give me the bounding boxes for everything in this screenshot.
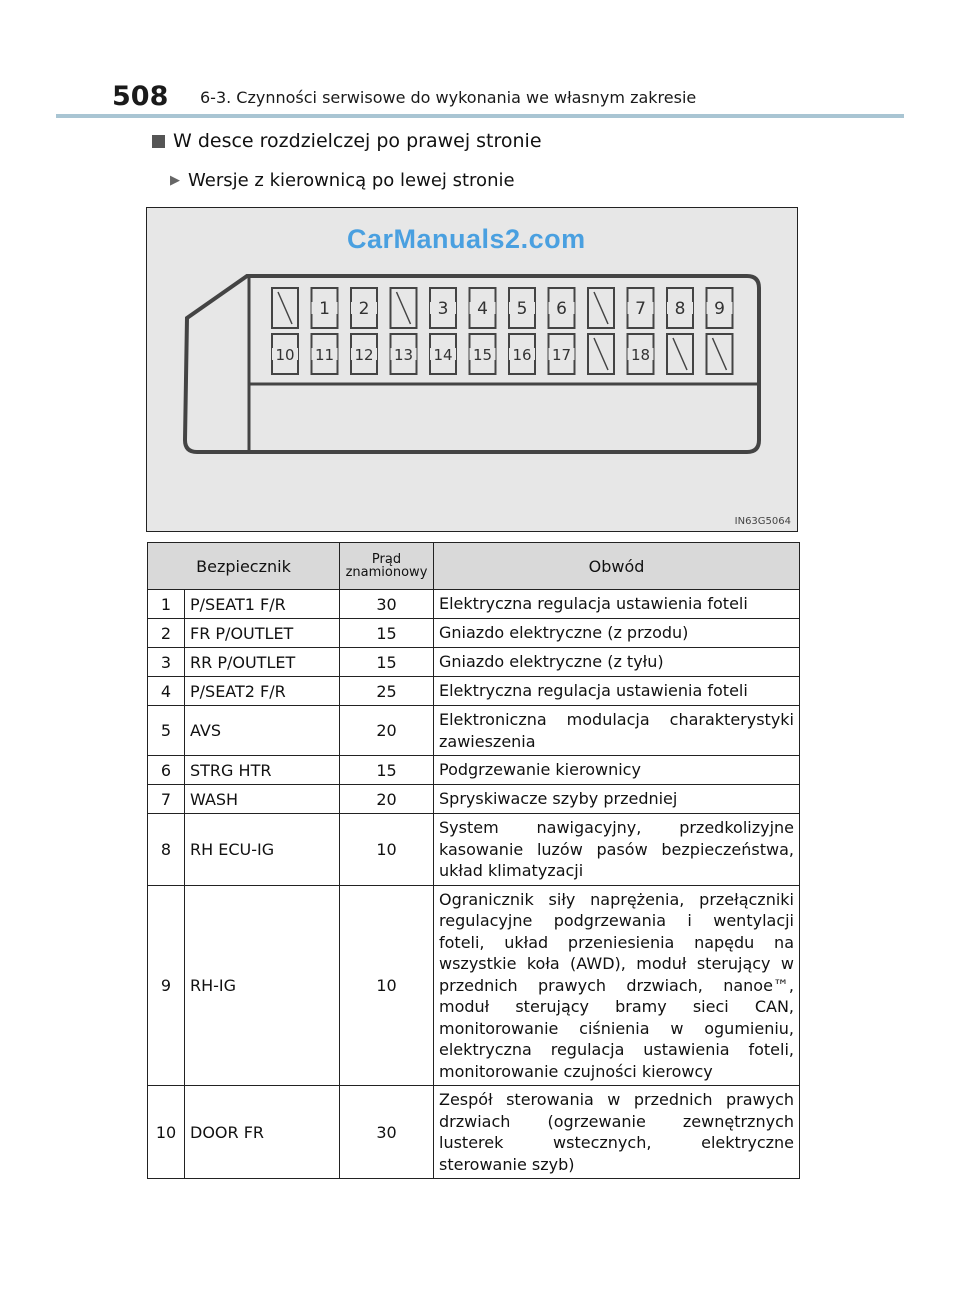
fuse-number: 8 [148,814,185,886]
table-row [148,785,800,814]
figure-code: IN63G5064 [734,516,791,527]
table-row [148,814,800,886]
fuse-slot-2 [351,288,377,328]
fuse-amp: 15 [340,619,434,648]
page-number: 508 [112,81,169,112]
fuse-slot-12 [351,334,377,374]
fuse-slot-label: 1 [319,299,330,319]
fuse-slot-3 [430,288,456,328]
square-bullet-icon [152,135,165,148]
fuse-circuit: Zespół sterowania w przednich prawych drzwiach (ogrzewanie zewnętrznych lusterek wstecznych, elektryczne sterowanie szyb) [434,1086,800,1179]
fuse-name: FR P/OUTLET [185,619,340,648]
fuse-slot-label: 13 [393,346,414,364]
fuse-circuit: Gniazdo elektryczne (z przodu) [434,619,800,648]
fuse-circuit: Elektroniczna modulacja charakterystyki zawieszenia [434,706,800,756]
fuse-box-diagram [146,207,798,532]
fuse-slot-17 [549,334,575,374]
triangle-bullet-icon: ▶ [170,173,180,188]
fuse-amp: 10 [340,885,434,1086]
header-fuse: Bezpiecznik [148,543,340,590]
table-header-row [148,543,800,590]
fuse-slot-spare [707,334,733,374]
fuse-amp: 15 [340,648,434,677]
fuse-number: 3 [148,648,185,677]
section-heading [152,130,542,152]
fuse-slot-spare [272,288,298,328]
fuse-slot-label: 3 [437,299,449,319]
chapter-title: 6-3. Czynności serwisowe do wykonania we własnym zakresie [200,88,697,107]
fuse-number: 5 [148,706,185,756]
fuse-name: WASH [185,785,340,814]
fuse-name: RR P/OUTLET [185,648,340,677]
fuse-slot-1 [312,288,338,328]
fuse-slot-10 [272,334,298,374]
table-row [148,756,800,785]
fuse-number: 10 [148,1086,185,1179]
fuse-circuit: Elektryczna regulacja ustawienia foteli [434,677,800,706]
fuse-circuit: Ogranicznik siły naprężenia, przełączniki regulacyjne podgrzewania i wentylacji foteli, układ przeniesienia napędu na wszystkie koła (AWD), moduł sterujący w przednich prawych drzwiach, nanoe™, moduł sterujący bramy sieci CAN, monitorowanie ciśnienia w ogumieniu, elektryczna regulacja ustawienia foteli, monitorowanie czujności kierowcy [434,885,800,1086]
fuse-slot-9 [707,288,733,328]
fuse-slot-label: 11 [314,346,335,364]
fuse-name: RH-IG [185,885,340,1086]
fuse-slot-6 [549,288,575,328]
fuse-slot-label: 8 [674,299,686,319]
fuse-circuit: Podgrzewanie kierownicy [434,756,800,785]
fuse-name: RH ECU-IG [185,814,340,886]
fuse-slot-label: 9 [714,299,725,319]
fuse-slot-label: 17 [551,346,572,364]
fuse-slot-11 [312,334,338,374]
sub-heading [170,170,515,191]
fuse-slot-label: 7 [635,299,646,319]
table-row [148,706,800,756]
fuse-slot-14 [430,334,456,374]
fuse-amp: 15 [340,756,434,785]
fuse-slot-8 [667,288,693,328]
fuse-name: STRG HTR [185,756,340,785]
fuse-amp: 25 [340,677,434,706]
fuse-circuit: Gniazdo elektryczne (z tyłu) [434,648,800,677]
fuse-slot-label: 10 [275,346,295,364]
fuse-slot-label: 16 [512,346,532,364]
fuse-name: P/SEAT1 F/R [185,590,340,619]
header-amp-line1: Prąd [371,552,402,567]
header-divider [56,114,904,118]
header-amp [340,543,434,590]
fuse-slot-18 [628,334,654,374]
fuse-slot-label: 15 [472,346,493,364]
fuse-circuit: System nawigacyjny, przedkolizyjne kasowanie luzów pasów bezpieczeństwa, układ klimatyzacji [434,814,800,886]
fuse-slot-13 [391,334,417,374]
fuse-slot-spare [588,334,614,374]
fuse-number: 6 [148,756,185,785]
fuse-slot-label: 2 [358,299,370,319]
fuse-slot-label: 4 [477,299,488,319]
fuse-name: AVS [185,706,340,756]
watermark: CarManuals2.com [347,224,586,254]
table-row [148,619,800,648]
sub-heading-text: Wersje z kierownicą po lewej stronie [188,170,515,191]
fuse-slot-label: 5 [516,299,528,319]
fuse-name: P/SEAT2 F/R [185,677,340,706]
fuse-slot-spare [667,334,693,374]
table-row [148,885,800,1086]
fuse-amp: 20 [340,785,434,814]
fuse-slot-label: 18 [630,346,651,364]
fuse-slot-label: 12 [354,346,374,364]
fuse-amp: 30 [340,590,434,619]
page-header [0,0,960,120]
fuse-slot-5 [509,288,535,328]
fuse-slot-spare [588,288,614,328]
fuse-box-drawing [147,208,798,532]
fuse-amp: 10 [340,814,434,886]
header-circuit: Obwód [434,543,800,590]
table-row [148,590,800,619]
fuse-slot-label: 6 [556,299,567,319]
table-row [148,1086,800,1179]
fuse-number: 7 [148,785,185,814]
table-row [148,648,800,677]
fuse-table [147,542,800,1179]
fuse-number: 9 [148,885,185,1086]
fuse-circuit: Elektryczna regulacja ustawienia foteli [434,590,800,619]
fuse-name: DOOR FR [185,1086,340,1179]
fuse-amp: 20 [340,706,434,756]
fuse-slot-label: 14 [433,346,453,364]
fuse-slot-16 [509,334,535,374]
fuse-circuit: Spryskiwacze szyby przedniej [434,785,800,814]
fuse-amp: 30 [340,1086,434,1179]
header-amp-line2: znamionowy [345,565,428,580]
fuse-number: 1 [148,590,185,619]
table-row [148,677,800,706]
fuse-number: 2 [148,619,185,648]
fuse-number: 4 [148,677,185,706]
fuse-slot-spare [391,288,417,328]
section-heading-text: W desce rozdzielczej po prawej stronie [173,130,542,152]
fuse-slot-15 [470,334,496,374]
fuse-slot-7 [628,288,654,328]
fuse-slot-4 [470,288,496,328]
